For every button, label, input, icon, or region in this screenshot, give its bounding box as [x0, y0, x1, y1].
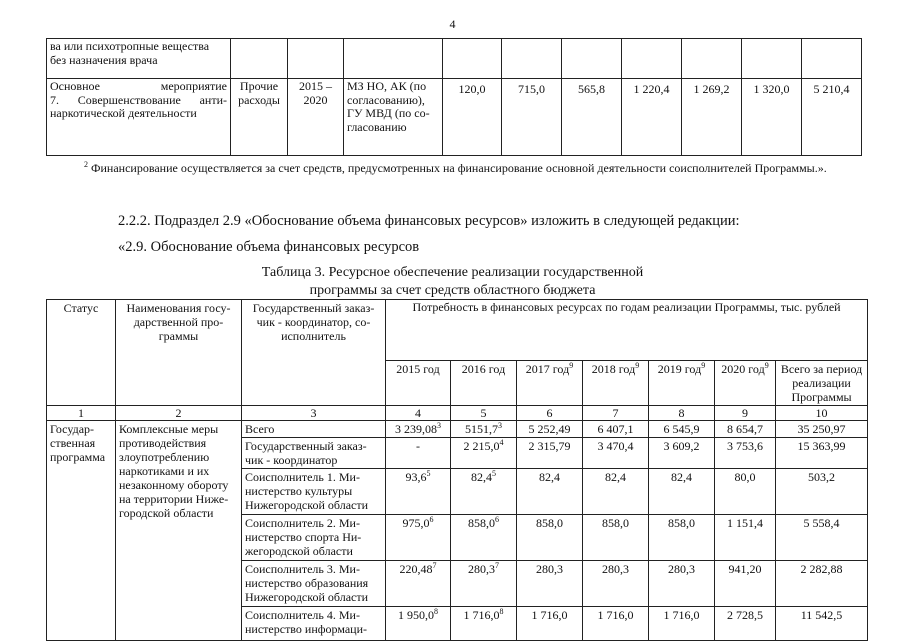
header-year-cell	[715, 361, 776, 406]
executor-cell: МЗ НО, АК (по согласованию), ГУ МВД (по со-гласованию	[344, 79, 443, 156]
value-cell	[517, 607, 583, 641]
value-cell: 5 210,4	[802, 79, 862, 156]
value-text: 82,4	[471, 470, 492, 484]
table-row	[47, 79, 862, 156]
value-cell	[649, 515, 715, 561]
value-text: 8 654,7	[727, 422, 763, 436]
header-year-cell	[649, 361, 715, 406]
activity-name-cell	[47, 39, 231, 79]
value-cell	[715, 421, 776, 438]
activity-name-line: ва или психотропные вещества	[50, 39, 210, 53]
value-text: 3 239,08	[395, 422, 437, 436]
value-text: 1 950,0	[398, 608, 434, 622]
participant-cell: Соисполнитель 2. Ми-нистерство спорта Ни-жегородской области	[242, 515, 386, 561]
value-text: 82,4	[671, 470, 692, 484]
value-cell: 1 320,0	[742, 79, 802, 156]
value-text: 2 728,5	[727, 608, 763, 622]
table-row	[47, 39, 862, 79]
value-cell	[776, 469, 868, 515]
amendment-paragraph: 2.2.2. Подраздел 2.9 «Обоснование объема финансовых ресурсов» изложить в следующей редакции:	[118, 213, 740, 229]
value-text: 6 545,9	[663, 422, 700, 436]
value-cell	[386, 515, 451, 561]
header-year-cell	[583, 361, 649, 406]
value-text: 1 716,0	[597, 608, 634, 622]
value-cell	[451, 421, 517, 438]
year-label: 2018 год	[591, 362, 636, 376]
table-caption-line-2: программы за счет средств областного бюджета	[309, 283, 596, 298]
footnote-text: Финансирование осуществляется за счет средств, предусмотренных на финансирование основной деятельности соисполнителей Программы.».	[91, 161, 827, 175]
value-text: 941,20	[728, 562, 762, 576]
value-text: 858,0	[468, 516, 495, 530]
header-year-cell	[517, 361, 583, 406]
value-cell	[715, 561, 776, 607]
value-cell	[583, 607, 649, 641]
column-number-cell: 8	[649, 406, 715, 421]
value-cell	[649, 421, 715, 438]
footnote-ref: 9	[635, 361, 640, 370]
value-cell	[386, 469, 451, 515]
footnote-ref: 7	[495, 561, 499, 570]
value-text: 975,0	[402, 516, 430, 530]
value-cell	[386, 607, 451, 641]
value-cell	[386, 438, 451, 469]
value-text: 1 151,4	[727, 516, 763, 530]
value-text: 858,0	[602, 516, 629, 530]
value-text: 5151,7	[465, 422, 498, 436]
status-cell: Государ-ственная программа	[47, 421, 116, 641]
value-text: 280,3	[536, 562, 563, 576]
participant-cell: Соисполнитель 4. Ми-нистерство информаци-	[242, 607, 386, 641]
column-number-cell: 5	[451, 406, 517, 421]
column-number-cell: 4	[386, 406, 451, 421]
footnote-ref: 7	[432, 561, 437, 570]
header-year-cell	[386, 361, 451, 406]
period-cell: 2015 – 2020	[288, 79, 344, 156]
value-text: 2 215,0	[463, 439, 500, 453]
year-label: 2019 год	[657, 362, 702, 376]
value-cell	[502, 39, 562, 79]
year-label: 2017 год	[525, 362, 570, 376]
value-text: -	[416, 439, 420, 453]
value-cell	[386, 561, 451, 607]
footnote-ref: 6	[495, 515, 499, 524]
header-program-name: Наименования госу-дарственной про-граммы	[116, 300, 242, 406]
value-cell	[649, 469, 715, 515]
value-cell	[776, 515, 868, 561]
value-text: 280,3	[602, 562, 629, 576]
value-text: 280,3	[668, 562, 695, 576]
value-text: 858,0	[536, 516, 563, 530]
value-text: 82,4	[539, 470, 560, 484]
value-text: 35 250,97	[797, 422, 846, 436]
column-number-cell: 3	[242, 406, 386, 421]
footnote-ref: 9	[701, 361, 706, 370]
activity-name-cell	[47, 79, 231, 156]
expense-type-cell	[231, 39, 288, 79]
value-cell	[715, 438, 776, 469]
column-number-cell: 2	[116, 406, 242, 421]
value-cell	[451, 469, 517, 515]
column-number-row	[47, 406, 868, 421]
value-cell	[776, 607, 868, 641]
header-year-cell	[776, 361, 868, 406]
table-row	[47, 421, 868, 438]
executor-cell	[344, 39, 443, 79]
value-cell	[517, 515, 583, 561]
section-heading: «2.9. Обоснование объема финансовых ресурсов	[118, 239, 420, 255]
value-text: 11 542,5	[800, 608, 843, 622]
value-cell	[451, 561, 517, 607]
value-text: 3 470,4	[597, 439, 634, 453]
value-text: 2 282,88	[800, 562, 843, 576]
footnote-ref: 9	[764, 361, 769, 370]
activity-name-line: наркотической деятельности	[50, 106, 197, 120]
table-caption-line-1: Таблица 3. Ресурсное обеспечение реализации государственной	[261, 265, 644, 280]
participant-cell: Всего	[242, 421, 386, 438]
value-cell	[742, 39, 802, 79]
value-text: 503,2	[808, 470, 836, 484]
value-text: 1 716,0	[663, 608, 700, 622]
activity-name-line: Основное мероприятие	[50, 79, 227, 93]
value-cell	[517, 421, 583, 438]
value-cell	[776, 561, 868, 607]
value-text: 15 363,99	[797, 439, 846, 453]
footnote-ref: 5	[492, 469, 496, 478]
value-text: 220,48	[399, 562, 433, 576]
value-text: 80,0	[734, 470, 756, 484]
value-cell	[517, 469, 583, 515]
value-cell	[802, 39, 862, 79]
value-text: 5 252,49	[528, 422, 571, 436]
value-cell	[386, 421, 451, 438]
page-number: 4	[449, 17, 456, 31]
value-cell	[715, 469, 776, 515]
column-number-cell: 9	[715, 406, 776, 421]
expense-type-cell: Прочие расходы	[231, 79, 288, 156]
value-cell	[583, 469, 649, 515]
activity-name-line: 7. Совершенствование анти-	[50, 92, 227, 107]
value-cell: 565,8	[562, 79, 622, 156]
value-text: 2 315,79	[528, 439, 571, 453]
value-cell	[562, 39, 622, 79]
footnote-ref: 4	[499, 438, 504, 447]
value-cell	[622, 39, 682, 79]
header-status: Статус	[47, 300, 116, 406]
value-text: 280,3	[468, 562, 495, 576]
value-cell	[451, 607, 517, 641]
value-cell	[649, 607, 715, 641]
year-label: 2016 год	[461, 362, 506, 376]
value-cell	[715, 607, 776, 641]
column-number-cell: 1	[47, 406, 116, 421]
footnote-ref: 8	[499, 607, 504, 616]
value-cell: 715,0	[502, 79, 562, 156]
value-cell	[583, 561, 649, 607]
footnote-ref: 6	[429, 515, 434, 524]
value-cell	[649, 561, 715, 607]
footnote-ref: 5	[426, 469, 431, 478]
program-name-cell: Комплексные меры противодействия злоупотреблению наркотиками и их незаконному обороту на территории Ниже-городской области	[116, 421, 242, 641]
year-label: 2015 год	[396, 362, 440, 376]
year-label: Всего за период реализации Программы	[780, 362, 863, 404]
header-coordinator: Государственный заказ-чик - координатор, со-исполнитель	[242, 300, 386, 406]
value-cell	[583, 438, 649, 469]
continued-activities-table	[46, 38, 862, 156]
value-cell	[715, 515, 776, 561]
footnote-mark: 2	[84, 160, 88, 169]
footnote-ref: 3	[498, 421, 502, 430]
column-number-cell: 7	[583, 406, 649, 421]
value-text: 82,4	[605, 470, 626, 484]
value-cell: 1 269,2	[682, 79, 742, 156]
value-text: 858,0	[668, 516, 695, 530]
column-number-cell: 6	[517, 406, 583, 421]
header-row	[47, 300, 868, 361]
value-cell	[776, 421, 868, 438]
participant-cell: Соисполнитель 3. Ми-нистерство образования Нижегородской области	[242, 561, 386, 607]
value-cell: 1 220,4	[622, 79, 682, 156]
header-financial-need: Потребность в финансовых ресурсах по годам реализации Программы, тыс. рублей	[386, 300, 868, 361]
value-cell	[517, 561, 583, 607]
footnote-ref: 8	[434, 607, 438, 616]
value-cell	[583, 515, 649, 561]
value-cell	[682, 39, 742, 79]
value-cell	[649, 438, 715, 469]
column-number-cell: 10	[776, 406, 868, 421]
participant-cell: Соисполнитель 1. Ми-нистерство культуры Нижегородской области	[242, 469, 386, 515]
value-text: 6 407,1	[597, 422, 634, 436]
year-label: 2020 год	[721, 362, 765, 376]
value-cell	[776, 438, 868, 469]
value-text: 93,6	[405, 470, 427, 484]
footnote-ref: 3	[437, 421, 441, 430]
period-cell	[288, 39, 344, 79]
value-cell	[451, 515, 517, 561]
value-cell	[583, 421, 649, 438]
value-text: 1 716,0	[531, 608, 568, 622]
value-text: 1 716,0	[463, 608, 500, 622]
header-year-cell	[451, 361, 517, 406]
value-cell: 120,0	[443, 79, 502, 156]
value-cell	[443, 39, 502, 79]
value-cell	[451, 438, 517, 469]
value-text: 5 558,4	[803, 516, 840, 530]
participant-cell: Государственный заказ-чик - координатор	[242, 438, 386, 469]
value-text: 3 609,2	[663, 439, 700, 453]
activity-name-line: без назначения врача	[50, 52, 158, 67]
footnote-ref: 9	[569, 361, 574, 370]
value-text: 3 753,6	[727, 439, 763, 453]
value-cell	[517, 438, 583, 469]
footnote	[84, 159, 864, 178]
resource-table	[46, 299, 868, 641]
